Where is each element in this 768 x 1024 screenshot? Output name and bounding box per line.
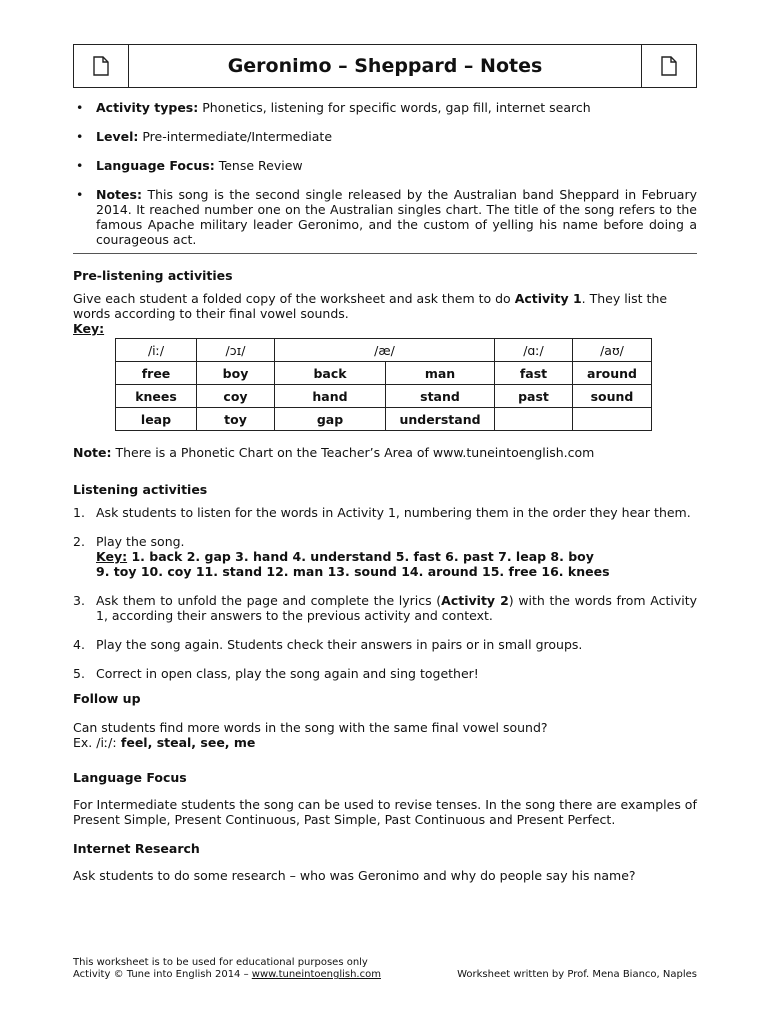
footer xyxy=(73,957,697,981)
table-cell: sound xyxy=(573,385,652,408)
table-cell xyxy=(495,408,573,431)
table-header: /ɔɪ/ xyxy=(197,339,275,362)
list-item: • Language Focus: Tense Review xyxy=(73,158,697,173)
key-label: Key: xyxy=(73,321,105,336)
paragraph: Can students find more words in the song with the same final vowel sound? xyxy=(73,720,548,735)
example-line: Ex. /iː/: feel, steal, see, me xyxy=(73,735,256,750)
section-heading: Listening activities xyxy=(73,482,208,497)
document-icon xyxy=(641,45,696,87)
vowel-sounds-table xyxy=(115,338,652,431)
list-item: • Notes: This song is the second single released by the Australian band Sheppard in February 2014. It reached number one on the Australian singles chart. The title of the song refers to the famous Apache military leader Geronimo, and the custom of yelling his name before doing a courageous act. xyxy=(73,187,697,247)
paragraph: Give each student a folded copy of the worksheet and ask them to do Activity 1. They list the words according to their final vowel sounds. xyxy=(73,291,668,321)
paragraph: For Intermediate students the song can be used to revise tenses. In the song there are examples of Present Simple, Present Continuous, Past Simple, Past Continuous and Present Perfect. xyxy=(73,797,697,827)
table-cell: hand xyxy=(275,385,386,408)
table-cell: coy xyxy=(197,385,275,408)
table-row xyxy=(116,339,652,362)
section-heading: Language Focus xyxy=(73,770,187,785)
list-item: 3. Ask them to unfold the page and complete the lyrics (Activity 2) with the words from Activity 1, according their answers to the previous activity and context. xyxy=(73,593,697,623)
table-row xyxy=(116,408,652,431)
table-cell: gap xyxy=(275,408,386,431)
list-item: 2. Play the song. Key: 1. back 2. gap 3. hand 4. understand 5. fast 6. past 7. leap 8. boy 9. toy 10. coy 11. stand 12. man 13. sound 14. around 15. free 16. knees xyxy=(73,534,610,579)
table-cell: fast xyxy=(495,362,573,385)
section-heading: Internet Research xyxy=(73,841,200,856)
list-item: • Activity types: Phonetics, listening for specific words, gap fill, internet search xyxy=(73,100,697,115)
document-icon xyxy=(74,45,129,87)
table-cell: knees xyxy=(116,385,197,408)
list-item: 1. Ask students to listen for the words in Activity 1, numbering them in the order they hear them. xyxy=(73,505,691,520)
table-cell: toy xyxy=(197,408,275,431)
table-cell: man xyxy=(386,362,495,385)
divider xyxy=(73,253,697,254)
table-row xyxy=(116,385,652,408)
phonetic-chart-note: Note: There is a Phonetic Chart on the Teacher’s Area of www.tuneintoenglish.com xyxy=(73,445,595,460)
footer-copyright: Activity © Tune into English 2014 – www.tuneintoenglish.com xyxy=(73,969,381,980)
footer-disclaimer: This worksheet is to be used for educational purposes only xyxy=(73,957,368,968)
table-header: /iː/ xyxy=(116,339,197,362)
section-heading: Follow up xyxy=(73,691,141,706)
table-cell: around xyxy=(573,362,652,385)
page-title: Geronimo – Sheppard – Notes xyxy=(227,55,543,77)
table-cell: understand xyxy=(386,408,495,431)
table-header: /æ/ xyxy=(275,339,495,362)
table-cell: free xyxy=(116,362,197,385)
table-cell: stand xyxy=(386,385,495,408)
paragraph: Ask students to do some research – who was Geronimo and why do people say his name? xyxy=(73,868,636,883)
listening-steps xyxy=(73,505,697,681)
section-heading: Pre-listening activities xyxy=(73,268,233,283)
table-header: /ɑː/ xyxy=(495,339,573,362)
table-cell: boy xyxy=(197,362,275,385)
activity-info-list xyxy=(73,100,697,247)
table-row xyxy=(116,362,652,385)
list-item: • Level: Pre-intermediate/Intermediate xyxy=(73,129,697,144)
table-header: /aʊ/ xyxy=(573,339,652,362)
table-cell: back xyxy=(275,362,386,385)
list-item: 5. Correct in open class, play the song again and sing together! xyxy=(73,666,479,681)
website-link[interactable]: www.tuneintoenglish.com xyxy=(251,969,381,980)
table-cell: leap xyxy=(116,408,197,431)
table-cell xyxy=(573,408,652,431)
table-cell: past xyxy=(495,385,573,408)
list-item: 4. Play the song again. Students check their answers in pairs or in small groups. xyxy=(73,637,583,652)
worksheet-page xyxy=(73,44,697,883)
footer-author: Worksheet written by Prof. Mena Bianco, Naples xyxy=(457,969,697,980)
title-box xyxy=(73,44,697,88)
